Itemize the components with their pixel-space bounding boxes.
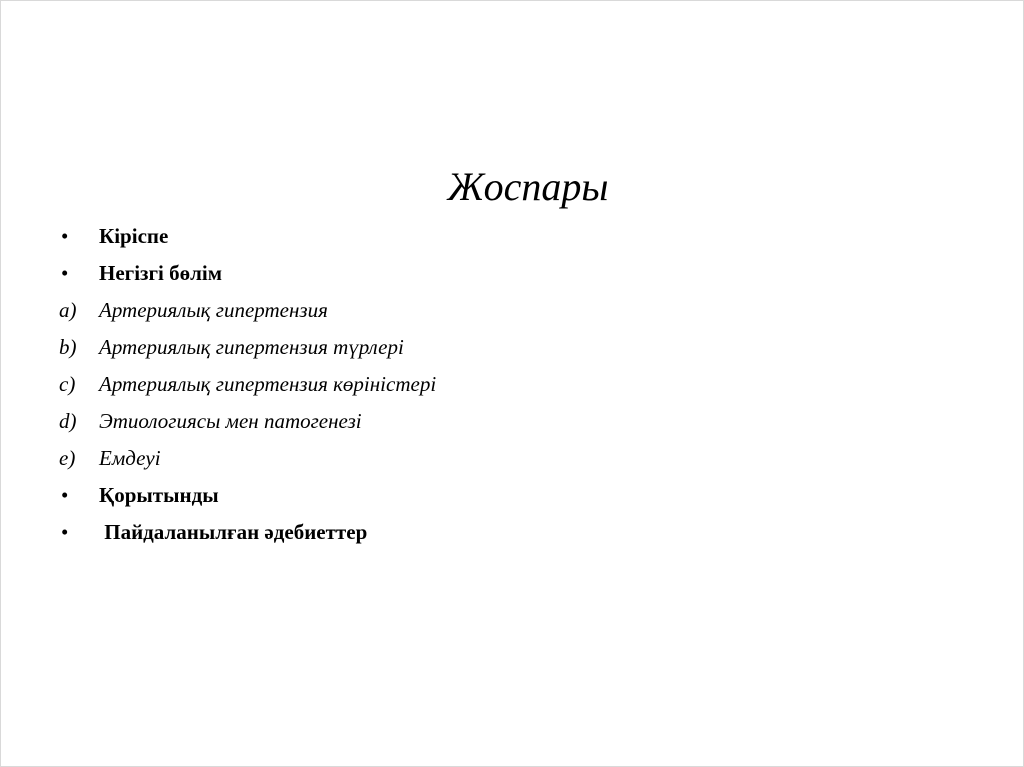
bullet-marker: • [61, 224, 69, 248]
slide-title: Жоспары [447, 164, 609, 209]
list-item-text: Емдеуі [99, 446, 161, 470]
letter-marker: d) [59, 409, 77, 433]
letter-marker: c) [59, 372, 76, 396]
letter-marker: a) [59, 298, 77, 322]
letter-marker: e) [59, 446, 76, 470]
list-item-text: Қорытынды [99, 483, 219, 507]
bullet-marker: • [61, 261, 69, 285]
list-item-text: Артериялық гипертензия түрлері [99, 335, 404, 359]
list-item-text: Этиологиясы мен патогенезі [99, 409, 362, 433]
list-item-text: Артериялық гипертензия [99, 298, 328, 322]
list-item-text: Кіріспе [99, 224, 169, 248]
bullet-marker: • [61, 520, 69, 544]
list-item-text: Негізгі бөлім [99, 261, 223, 285]
bullet-marker: • [61, 483, 69, 507]
letter-marker: b) [59, 335, 77, 359]
list-item-text: Артериялық гипертензия көріністері [99, 372, 437, 396]
list-item-text: Пайдаланылған әдебиеттер [99, 520, 368, 544]
